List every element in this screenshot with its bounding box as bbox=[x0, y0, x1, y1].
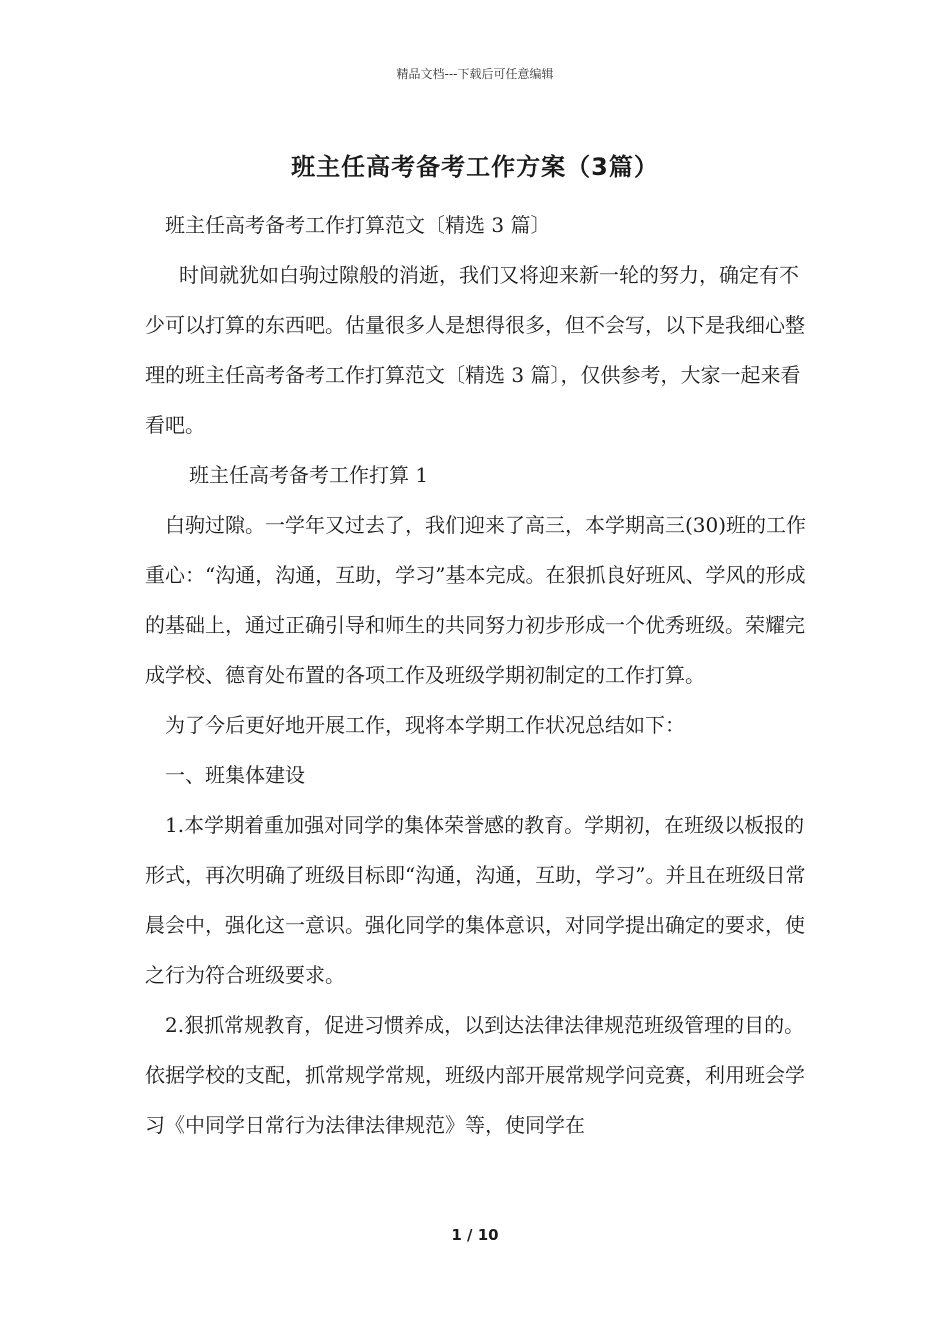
paragraph-1: 白驹过隙。一学年又过去了，我们迎来了高三，本学期高三(30)班的工作重心：“沟通，沟通，互助，学习”基本完成。在狠抓良好班风、学风的形成的基础上，通过正确引导和师生的共同努力初步形成一个优秀班级。荣耀完成学校、德育处布置的各项工作及班级学期初制定的工作打算。 bbox=[145, 513, 807, 687]
document-body bbox=[145, 200, 815, 1150]
document-title: 班主任高考备考工作方案（3篇） bbox=[291, 153, 659, 181]
intro-paragraph: 时间就犹如白驹过隙般的消逝，我们又将迎来新一轮的努力，确定有不少可以打算的东西吧。估量很多人是想得很多，但不会写，以下是我细心整理的班主任高考备考工作打算范文〔精选 3 篇〕，仅供参考，大家一起来看看吧。 bbox=[145, 263, 805, 437]
plan1-heading: 班主任高考备考工作打算 1 bbox=[189, 463, 429, 487]
page-header-note: 精品文档---下载后可任意编辑 bbox=[396, 67, 554, 81]
list-item-2: 2.狠抓常规教育，促进习惯养成，以到达法律法律规范班级管理的目的。依据学校的支配，抓常规学常规，班级内部开展常规学问竞赛，利用班会学习《中同学日常行为法律法律规范》等，使同学在 bbox=[145, 1013, 805, 1137]
paragraph-2: 为了今后更好地开展工作，现将本学期工作状况总结如下： bbox=[165, 713, 685, 737]
page-number: 1 / 10 bbox=[451, 1226, 499, 1244]
section-heading-1: 一、班集体建设 bbox=[165, 763, 305, 787]
list-item-1: 1.本学期着重加强对同学的集体荣誉感的教育。学期初，在班级以板报的形式，再次明确了班级目标即“沟通，沟通，互助，学习”。并且在班级日常晨会中，强化这一意识。强化同学的集体意识，对同学提出确定的要求，使之行为符合班级要求。 bbox=[145, 813, 806, 987]
subtitle: 班主任高考备考工作打算范文〔精选 3 篇〕 bbox=[165, 213, 551, 237]
